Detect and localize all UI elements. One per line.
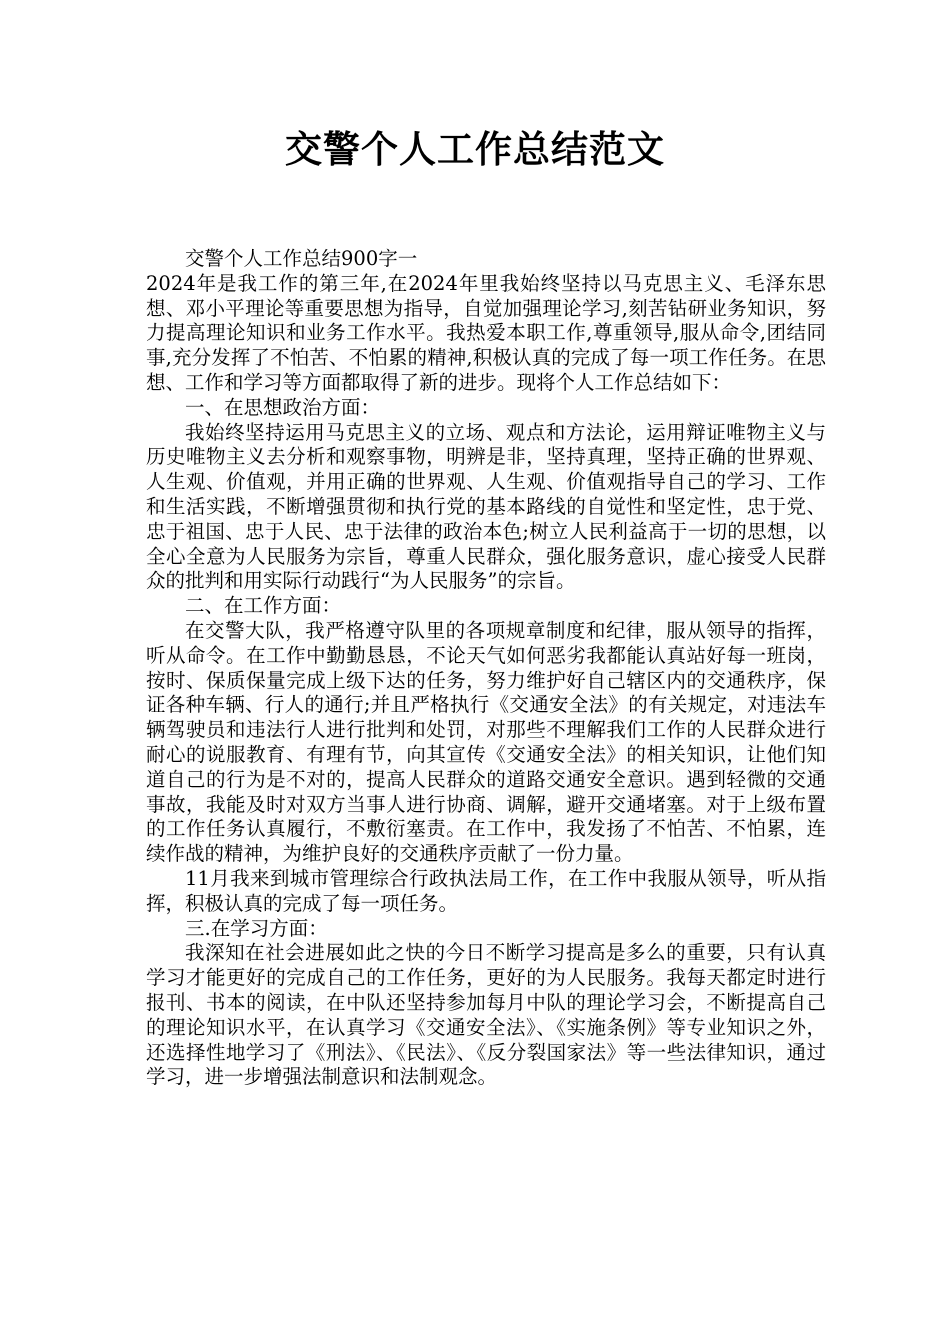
section-heading-political: 一、在思想政治方面：	[185, 395, 381, 419]
paragraph-work: 在交警大队，我严格遵守队里的各项规章制度和纪律，服从领导的指挥，听从命令。在工作中勤勤恳恳，不论天气如何恶劣我都能认真站好每一班岗，按时、保质保量完成上级下达的任务，努力维护好自己辖区内的交通秩序，保证各种车辆、行人的通行;并且严格执行《交通安全法》的有关规定，对违法车辆驾驶员和违法行人进行批判和处罚，对那些不理解我们工作的人民群众进行耐心的说服教育、有理有节，向其宣传《交通安全法》的相关知识，让他们知道自己的行为是不对的，提高人民群众的道路交通安全意识。遇到轻微的交通事故，我能及时对双方当事人进行协商、调解，避开交通堵塞。对于上级布置的工作任务认真履行，不敷衍塞责。在工作中，我发扬了不怕苦、不怕累，连续作战的精神，为维护良好的交通秩序贡献了一份力量。	[146, 618, 826, 866]
section-heading-study: 三.在学习方面：	[185, 916, 328, 940]
paragraph-november: 11月我来到城市管理综合行政执法局工作，在工作中我服从领导，听从指挥，积极认真的完成了每一项任务。	[146, 866, 826, 915]
paragraph-political: 我始终坚持运用马克思主义的立场、观点和方法论，运用辩证唯物主义与历史唯物主义去分析和观察事物，明辨是非，坚持真理，坚持正确的世界观、人生观、价值观，并用正确的世界观、人生观、价值观指导自己的学习、工作和生活实践，不断增强贯彻和执行党的基本路线的自觉性和坚定性，忠于党、忠于祖国、忠于人民、忠于法律的政治本色;树立人民利益高于一切的思想，以全心全意为人民服务为宗旨，尊重人民群众，强化服务意识，虚心接受人民群众的批判和用实际行动践行“为人民服务”的宗旨。	[146, 420, 826, 593]
paragraph-study: 我深知在社会进展如此之快的今日不断学习提高是多么的重要，只有认真学习才能更好的完成自己的工作任务，更好的为人民服务。我每天都定时进行报刊、书本的阅读，在中队还坚持参加每月中队的理论学习会，不断提高自己的理论知识水平，在认真学习《交通安全法》、《实施条例》等专业知识之外，还选择性地学习了《刑法》、《民法》、《反分裂国家法》等一些法律知识，通过学习，进一步增强法制意识和法制观念。	[146, 941, 826, 1089]
document-body	[146, 247, 826, 1090]
paragraph-subtitle: 交警个人工作总结900字一	[185, 247, 418, 270]
section-heading-work: 二、在工作方面：	[185, 594, 342, 618]
paragraph-intro: 2024年是我工作的第三年,在2024年里我始终坚持以马克思主义、毛泽东思想、邓小平理论等重要思想为指导，自觉加强理论学习,刻苦钻研业务知识，努力提高理论知识和业务工作水平。我热爱本职工作,尊重领导,服从命令,团结同事,充分发挥了不怕苦、不怕累的精神,积极认真的完成了每一项工作任务。在思想、工作和学习等方面都取得了新的进步。现将个人工作总结如下：	[146, 271, 826, 394]
document-title: 交警个人工作总结范文	[285, 128, 665, 171]
